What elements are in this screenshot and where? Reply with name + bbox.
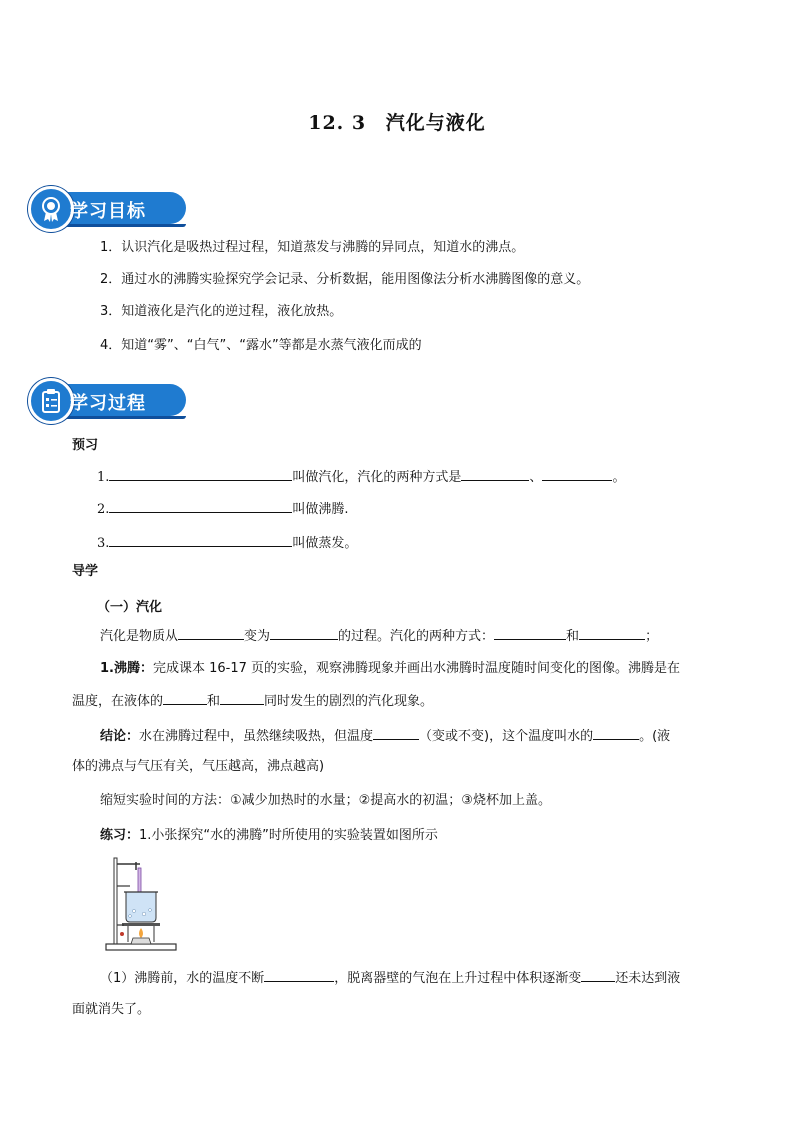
preview-item-2: 2. 叫做沸腾. <box>97 502 349 517</box>
goal-item-4: 4．知道“雾”、“白气”、“露水”等都是水蒸气液化而成的 <box>100 338 422 353</box>
wire-gauze <box>122 923 160 926</box>
page-title <box>0 108 794 135</box>
question-1-line1: （1）沸腾前，水的温度不断 ，脱离器壁的气泡在上升过程中体积逐渐变 还未达到液 <box>100 971 681 986</box>
boiling-apparatus-figure <box>100 856 180 954</box>
blank[interactable] <box>109 468 292 481</box>
award-medal-icon <box>28 186 74 232</box>
shorten-methods: 缩短实验时间的方法：①减少加热时的水量；②提高水的初温；③烧杯加上盖。 <box>100 793 551 808</box>
blank[interactable] <box>461 468 529 481</box>
blank[interactable] <box>373 727 419 740</box>
blank[interactable] <box>109 534 292 547</box>
preview-item-1: 1. 叫做汽化，汽化的两种方式是 、 。 <box>97 470 626 485</box>
alcohol-lamp <box>131 938 151 944</box>
blank[interactable] <box>270 627 338 640</box>
stand-rod <box>114 858 117 944</box>
blank[interactable] <box>593 727 639 740</box>
flame <box>139 928 143 938</box>
process-banner <box>28 378 186 418</box>
blank[interactable] <box>109 500 292 513</box>
title-number: 12. 3 <box>308 112 367 134</box>
blank[interactable] <box>494 627 566 640</box>
blank[interactable] <box>579 627 645 640</box>
blank[interactable] <box>220 692 264 705</box>
goals-banner <box>28 186 186 226</box>
boiling-text-line2: 温度，在液体的 和 同时发生的剧烈的汽化现象。 <box>72 694 434 709</box>
blank[interactable] <box>178 627 244 640</box>
blank[interactable] <box>264 969 334 982</box>
exercise-line: 练习：1.小张探究“水的沸腾”时所使用的实验装置如图所示 <box>100 828 438 843</box>
blank[interactable] <box>542 468 612 481</box>
goal-item-2: 2．通过水的沸腾实验探究学会记录、分析数据，能用图像法分析水沸腾图像的意义。 <box>100 272 590 287</box>
blank[interactable] <box>581 969 615 982</box>
guide-heading: 导学 <box>72 564 99 579</box>
process-banner-label: 学习过程 <box>70 393 146 414</box>
goals-banner-label: 学习目标 <box>70 201 146 222</box>
conclusion-line2: 体的沸点与气压有关，气压越高，沸点越高) <box>72 759 325 774</box>
preview-item-3: 3. 叫做蒸发。 <box>97 536 358 551</box>
boiling-text-line1: 1.沸腾：完成课本 16-17 页的实验，观察沸腾现象并画出水沸腾时温度随时间变化的图像。沸腾是在 <box>100 661 681 676</box>
goal-item-1: 1．认识汽化是吸热过程过程，知道蒸发与沸腾的异同点，知道水的沸点。 <box>100 240 525 255</box>
clipboard-checklist-icon <box>28 378 74 424</box>
section-heading-vaporization: （一）汽化 <box>97 600 163 615</box>
preview-heading: 预习 <box>72 438 99 453</box>
vaporization-definition: 汽化是物质从 变为 的过程。汽化的两种方式： 和 ； <box>100 629 659 644</box>
goal-item-3: 3．知道液化是汽化的逆过程，液化放热。 <box>100 304 343 319</box>
conclusion-line1: 结论：水在沸腾过程中，虽然继续吸热，但温度 （变或不变)，这个温度叫水的 。(液 <box>100 729 671 744</box>
blank[interactable] <box>163 692 207 705</box>
question-1-line2: 面就消失了。 <box>72 1002 151 1017</box>
title-text: 汽化与液化 <box>385 112 486 134</box>
stand-base <box>106 944 176 950</box>
